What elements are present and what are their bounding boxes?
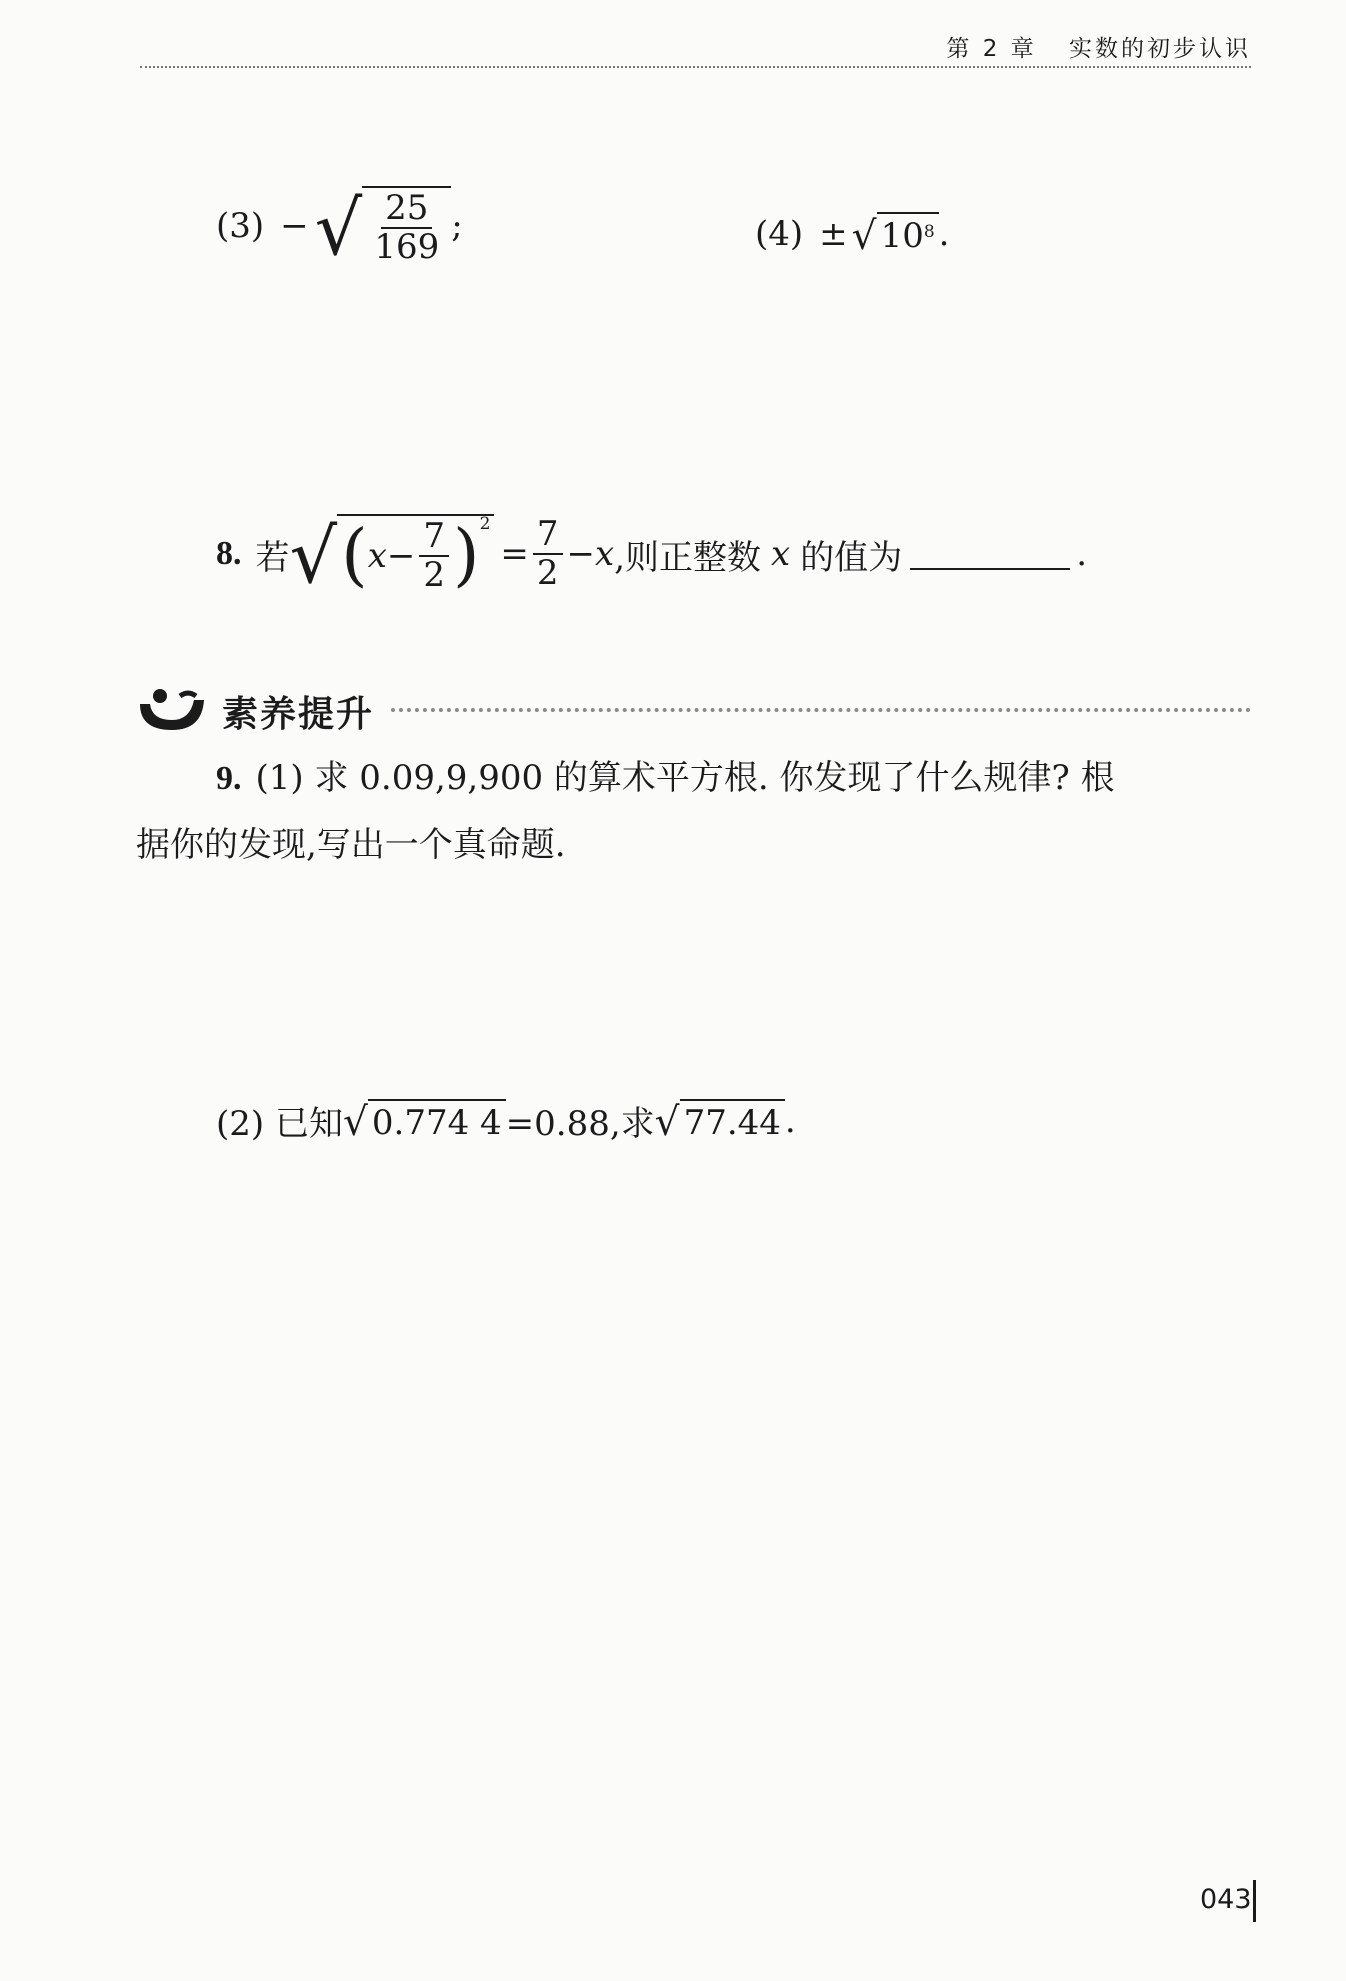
radical-icon: √: [289, 512, 338, 600]
minus-sign: −: [386, 536, 416, 577]
q7-part4-sign: ±: [819, 214, 848, 254]
variable-x: x: [595, 534, 615, 575]
q9-part2-prefix: (2) 已知: [216, 1104, 343, 1144]
section-title: 素养提升: [222, 694, 375, 735]
sqrt-power: [851, 212, 939, 259]
question-8: [216, 512, 1088, 600]
page-number: 043: [1200, 1884, 1252, 1915]
question-9-part1-line1: [216, 745, 1256, 812]
chapter-label: 第 2 章: [946, 36, 1037, 62]
radical-icon: √: [851, 213, 877, 259]
radical-icon: √: [654, 1100, 680, 1146]
q7-part3: [216, 184, 463, 272]
q9-part1-text2: 据你的发现,写出一个真命题.: [136, 825, 566, 865]
running-header: [946, 30, 1251, 63]
denominator: 169: [374, 227, 440, 268]
q7-part4-end: .: [938, 214, 950, 254]
question-number: 8.: [216, 535, 242, 573]
section-header: [136, 684, 1251, 734]
q7-part4-label: (4): [755, 214, 804, 254]
minus-sign: −: [566, 534, 596, 575]
denominator: 2: [423, 555, 446, 596]
q9-part2-end: .: [784, 1100, 796, 1141]
q8-prefix: 若: [255, 537, 290, 578]
chapter-title: 实数的初步认识: [1069, 36, 1251, 62]
section-smile-icon: [136, 686, 208, 732]
q7-part4: [755, 212, 950, 259]
question-9-part2: [216, 1096, 796, 1145]
q8-end: .: [1076, 534, 1088, 575]
q7-part3-sign: −: [280, 206, 309, 247]
power-exponent: 8: [923, 222, 935, 242]
exponent: 2: [479, 514, 491, 534]
equals-sign: =: [500, 534, 529, 575]
question-number: 9.: [216, 760, 242, 797]
q9-part2-eq: =0.88,求: [505, 1104, 655, 1144]
numerator: 7: [419, 518, 449, 557]
sqrt-squared-expression: √ ( x − $\frac{7}{2}$ ) $^2$: [290, 514, 495, 595]
variable-x: x: [771, 534, 791, 575]
q7-part3-label: (3): [216, 206, 265, 247]
q8-text2: 的值为: [800, 537, 903, 578]
answer-blank[interactable]: [910, 538, 1070, 570]
sqrt-fraction: [314, 184, 452, 272]
variable-x: x: [367, 536, 387, 577]
sqrt-value-1: √ 0.774 4: [343, 1099, 506, 1143]
radical-icon: √: [342, 1100, 368, 1146]
q8-text: ,则正整数: [614, 537, 762, 578]
radical-icon: √: [314, 184, 363, 272]
fraction: [419, 518, 449, 595]
denominator: 2: [536, 553, 559, 594]
power-base: 10: [880, 216, 924, 256]
numerator: 7: [533, 516, 563, 555]
sqrt-value-2: √ 77.44: [655, 1099, 785, 1143]
page-number-bar: [1253, 1880, 1256, 1922]
q7-part3-end: ;: [451, 206, 463, 247]
fraction: [533, 516, 563, 593]
q9-part1-text: (1) 求 0.09,9,900 的算术平方根. 你发现了什么规律? 根: [255, 758, 1115, 798]
fraction: [370, 190, 443, 267]
numerator: 25: [381, 190, 432, 229]
section-divider: [391, 708, 1251, 712]
header-divider: [140, 66, 1251, 68]
question-9-part1-line2: [136, 812, 1236, 878]
